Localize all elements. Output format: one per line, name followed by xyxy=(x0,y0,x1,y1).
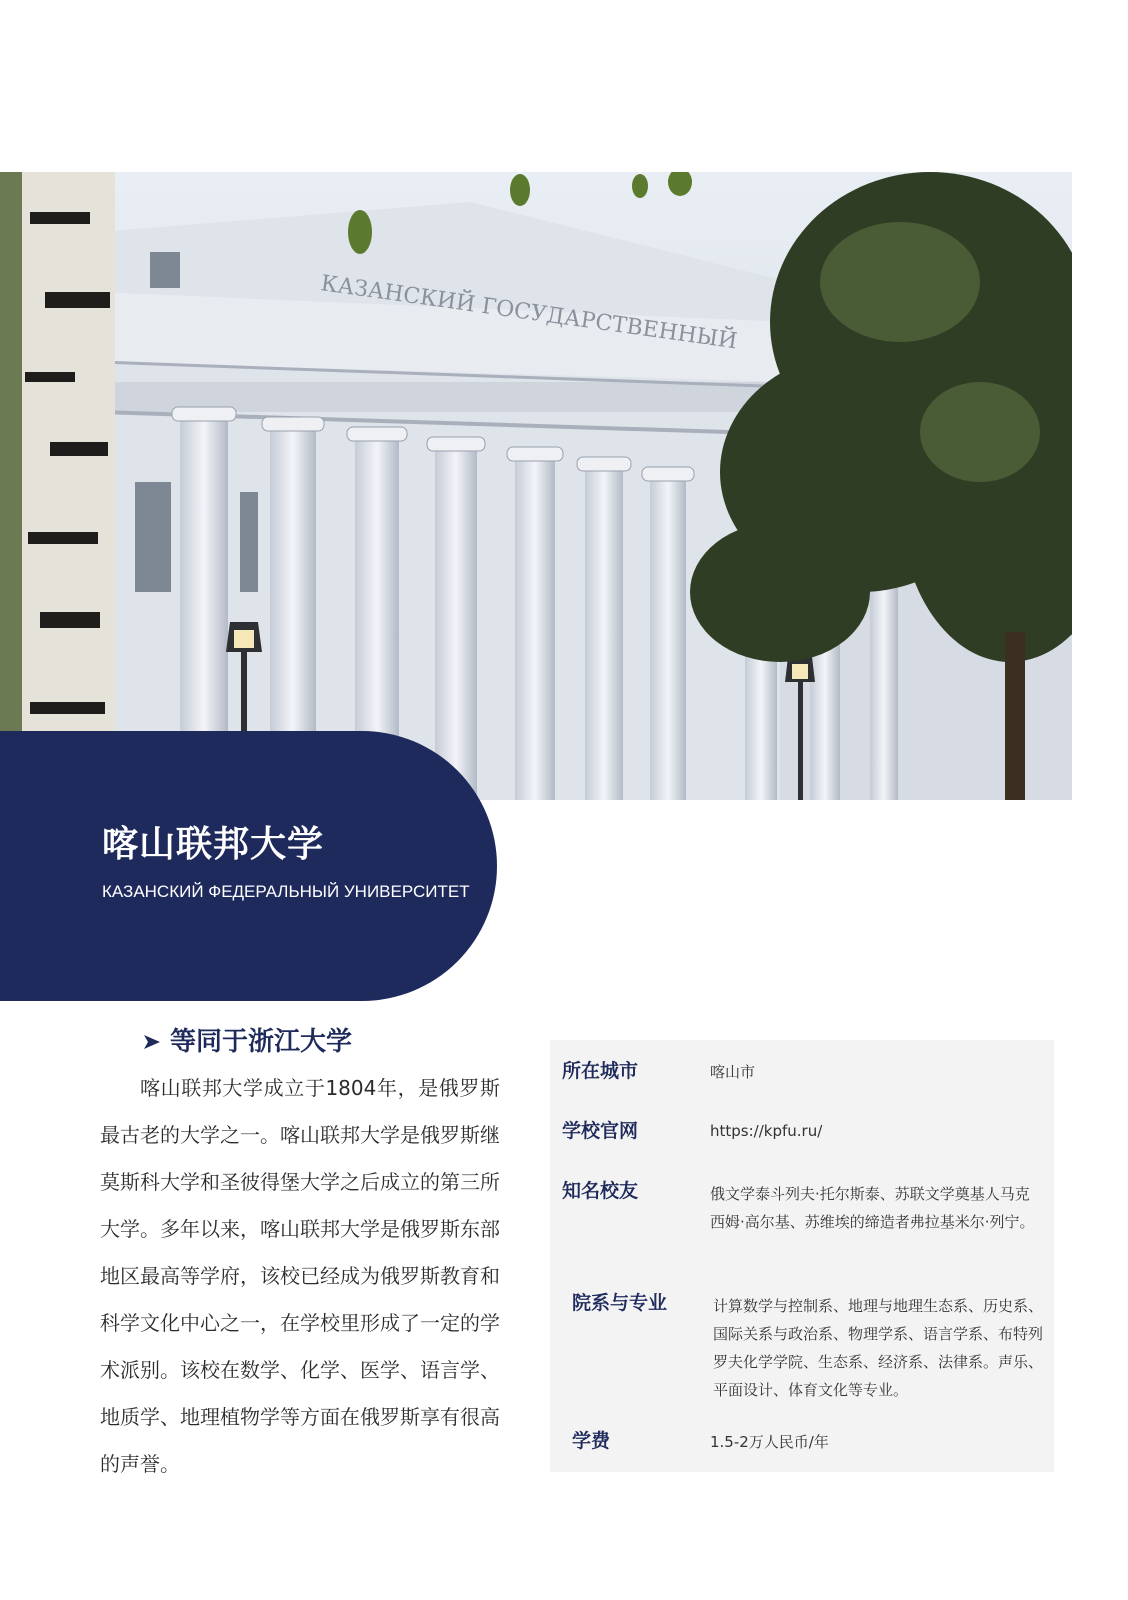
info-label: 院系与专业 xyxy=(572,1292,668,1314)
info-value: 喀山市 xyxy=(710,1063,756,1081)
info-label: 学校官网 xyxy=(562,1120,639,1142)
intro-heading-text: 等同于浙江大学 xyxy=(170,1027,353,1057)
intro-paragraph: 喀山联邦大学成立于1804年，是俄罗斯最古老的大学之一。喀山联邦大学是俄罗斯继莫斯科大学和圣彼得堡大学之后成立的第三所大学。多年以来，喀山联邦大学是俄罗斯东部地区最高等学府，该校已经成为俄罗斯教育和科学文化中心之一，在学校里形成了一定的学术派别。该校在数学、化学、医学、语言学、地质学、地理植物学等方面在俄罗斯享有很高的声誉。 xyxy=(100,1076,500,1476)
info-label: 所在城市 xyxy=(562,1060,639,1082)
university-name-cn: 喀山联邦大学 xyxy=(102,824,325,865)
university-building-illustration xyxy=(0,172,1072,800)
info-panel xyxy=(550,1040,1054,1472)
university-name-ru: КАЗАНСКИЙ ФЕДЕРАЛЬНЫЙ УНИВЕРСИТЕТ xyxy=(102,882,470,901)
arrow-right-icon xyxy=(142,1032,162,1052)
info-value: https://kpfu.ru/ xyxy=(710,1122,823,1140)
info-value: 1.5-2万人民币/年 xyxy=(710,1433,829,1451)
intro-heading xyxy=(142,1024,352,1060)
info-label: 知名校友 xyxy=(562,1180,639,1202)
info-label: 学费 xyxy=(572,1430,611,1452)
university-photo xyxy=(0,172,1072,800)
info-value: 俄文学泰斗列夫·托尔斯泰、苏联文学奠基人马克西姆·高尔基、苏维埃的缔造者弗拉基米尔·列宁。 xyxy=(710,1185,1035,1231)
info-value: 计算数学与控制系、地理与地理生态系、历史系、国际关系与政治系、物理学系、语言学系、布特列罗夫化学学院、生态系、经济系、法律系。声乐、平面设计、体育文化等专业。 xyxy=(713,1297,1044,1399)
building-sign-text: КАЗАНСКИЙ ГОСУДАРСТВЕННЫЙ xyxy=(319,271,739,355)
